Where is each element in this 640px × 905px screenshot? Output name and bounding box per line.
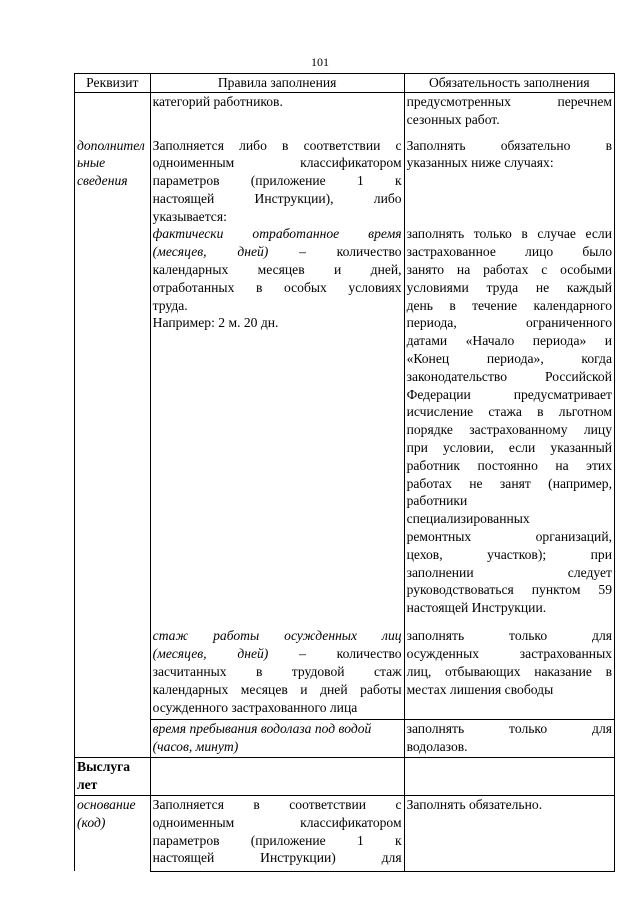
obligation-line: день в течение календарного <box>406 297 612 313</box>
obligation-line: Федерации предусматривает <box>406 386 612 402</box>
rules-line: Заполняется в соответствии с <box>152 796 402 812</box>
rules-italic-fragment: (месяцев, дней) – <box>152 646 306 662</box>
table-header-row <box>75 74 615 93</box>
cell-obligation <box>404 225 614 627</box>
cell-obligation <box>404 757 614 795</box>
rules-line: засчитанных в трудовой стаж <box>152 664 402 680</box>
obligation-line: водолазов. <box>406 738 468 754</box>
rules-line: указывается: <box>152 208 227 224</box>
cell-rules <box>150 225 404 627</box>
obligation-line: осужденных застрахованных <box>406 646 612 662</box>
obligation-line: сезонных работ. <box>406 111 500 127</box>
rules-line: параметров (приложение 1 к <box>152 832 402 848</box>
rules-line-italic: фактически отработанное время <box>152 226 402 242</box>
requisite-line: сведения <box>77 173 128 189</box>
rules-italic-fragment: (месяцев, дней) – <box>152 244 306 260</box>
requisite-line: ьные <box>77 155 106 171</box>
requisites-table <box>74 73 615 872</box>
header-fill-rules: Правила заполнения <box>150 74 404 93</box>
requisite-line: дополнител <box>77 137 145 153</box>
cell-obligation <box>404 795 614 871</box>
rules-line: параметров (приложение 1 к <box>152 173 402 189</box>
obligation-text: Заполнять обязательно. <box>406 796 543 812</box>
rules-line: одноименным классификатором <box>152 814 402 830</box>
cell-rules <box>150 757 404 795</box>
obligation-line: исчисление стажа в льготном <box>406 404 612 420</box>
requisite-line: лет <box>77 776 98 792</box>
cell-rules <box>150 137 404 226</box>
obligation-line: настоящей Инструкции. <box>406 600 547 616</box>
obligation-line: работах не занят (например, <box>406 475 612 491</box>
rules-line <box>153 243 402 261</box>
obligation-line: условиями труда не каждый <box>406 279 612 295</box>
rules-line: отработанных в особых условиях <box>152 279 402 295</box>
rules-line-italic: время пребывания водолаза под водой <box>152 720 372 736</box>
cell-rules <box>150 627 404 719</box>
cell-obligation <box>404 719 614 757</box>
rules-line <box>153 645 402 663</box>
table-row <box>75 93 615 137</box>
requisite-line: (код) <box>77 814 106 830</box>
cell-requisite <box>75 627 151 719</box>
cell-requisite-basis-code <box>75 795 151 871</box>
cell-obligation <box>404 137 614 226</box>
obligation-line: цехов, участков); при <box>406 546 612 562</box>
rules-line: календарных месяцев и дней, <box>152 262 402 278</box>
cell-obligation <box>404 627 614 719</box>
obligation-line: заполнении следует <box>406 564 612 580</box>
table-row <box>75 225 615 627</box>
rules-line: труда. <box>152 297 188 313</box>
obligation-line: руководствоваться пунктом 59 <box>406 582 612 598</box>
table-row <box>75 757 615 795</box>
header-fill-obligation: Обязательность заполнения <box>404 74 614 93</box>
rules-line: настоящей Инструкции), либо <box>152 190 402 206</box>
cell-requisite-additional-info <box>75 137 151 226</box>
table-row <box>75 627 615 719</box>
cell-obligation <box>404 93 614 137</box>
obligation-line: специализированных <box>406 511 530 527</box>
table-row <box>75 719 615 757</box>
cell-requisite <box>75 719 151 757</box>
obligation-line: застрахованное лицо было <box>406 244 612 260</box>
table-row <box>75 137 615 226</box>
obligation-line: ремонтных организаций, <box>406 529 612 545</box>
obligation-line: датами «Начало периода» и <box>406 333 612 349</box>
obligation-line: предусмотренных перечнем <box>406 94 612 109</box>
obligation-line: лиц, отбывающих наказание в <box>406 664 612 680</box>
rules-line: Заполняется либо в соответствии с <box>152 137 402 153</box>
cell-rules <box>150 719 404 757</box>
cell-rules <box>150 93 404 137</box>
obligation-line: указанных ниже случаях: <box>406 155 554 171</box>
header-requisite: Реквизит <box>75 74 151 93</box>
cell-requisite <box>75 93 151 137</box>
cell-requisite-length-of-service <box>75 757 151 795</box>
obligation-line: заполнять только для <box>406 628 612 644</box>
obligation-line: «Конец периода», когда <box>406 351 612 367</box>
obligation-line: при условии, если указанный <box>406 440 612 456</box>
obligation-line: Заполнять обязательно в <box>406 137 612 153</box>
obligation-line: заполнять только для <box>406 720 612 736</box>
rules-fragment: количество <box>305 646 402 662</box>
obligation-line: порядке застрахованному лицу <box>406 422 612 438</box>
rules-example: Например: 2 м. 20 дн. <box>152 315 279 331</box>
requisite-line: основание <box>77 796 136 812</box>
obligation-line: работник постоянно на этих <box>406 457 612 473</box>
cell-rules <box>150 795 404 871</box>
rules-line: осужденного застрахованного лица <box>152 699 358 715</box>
obligation-line: местах лишения свободы <box>406 681 554 697</box>
obligation-line: занято на работах с особыми <box>406 262 612 278</box>
rules-fragment: количество <box>305 244 402 260</box>
page-number: 101 <box>311 55 329 69</box>
obligation-line: заполнять только в случае если <box>406 226 612 242</box>
rules-line: настоящей Инструкции) для <box>152 850 402 866</box>
rules-line-italic: (часов, минут) <box>152 738 239 754</box>
rules-line: календарных месяцев и дней работы <box>152 681 402 697</box>
table-row <box>75 795 615 871</box>
cell-requisite <box>75 225 151 627</box>
obligation-line: работники <box>406 493 468 509</box>
rules-line: одноименным классификатором <box>152 155 402 171</box>
rules-line-italic: стаж работы осужденных лиц <box>152 628 402 644</box>
obligation-line: периода, ограниченного <box>406 315 612 331</box>
rules-text: категорий работников. <box>152 94 283 109</box>
requisite-line: Выслуга <box>77 758 131 774</box>
obligation-line: законодательство Российской <box>406 368 612 384</box>
